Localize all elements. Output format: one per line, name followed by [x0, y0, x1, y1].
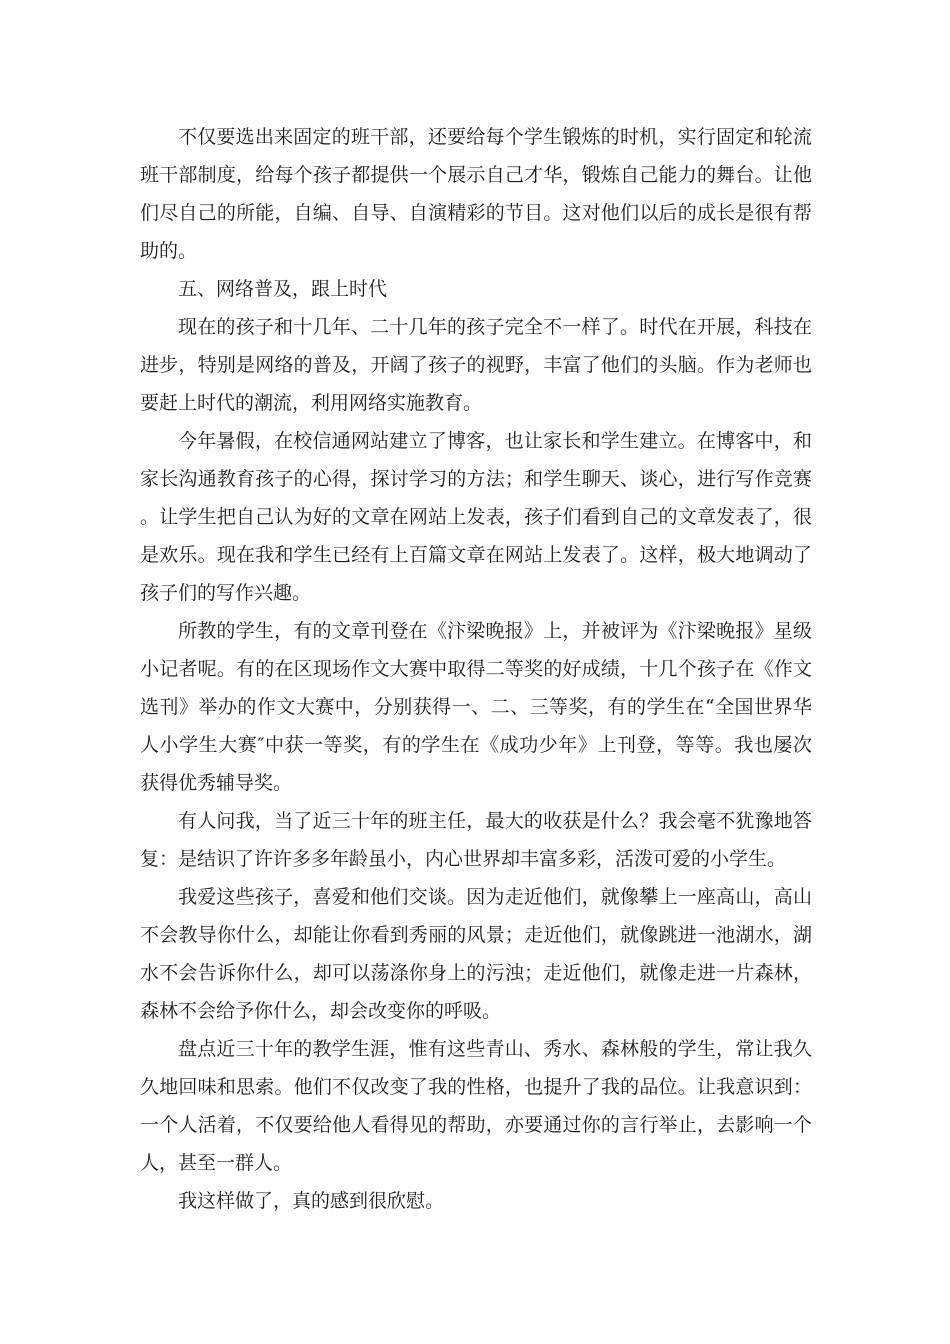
paragraph-closing: 我这样做了，真的感到很欣慰。 [178, 1190, 445, 1212]
paragraph-student-awards: 所教的学生，有的文章刊登在《汴梁晚报》上，并被评为《汴梁晚报》星级小记者呢。有的在区现场作文大赛中取得二等奖的好成绩，十几个孩子在《作文选刊》举办的作文大赛中，分别获得一、二、三等奖，有的学生在“全国世界华人小学生大赛″中获一等奖，有的学生在《成功少年》上刊登，等等。我也屡次获得优秀辅导奖。 [140, 620, 812, 794]
paragraph-reflection: 盘点近三十年的教学生涯，惟有这些青山、秀水、森林般的学生，常让我久久地回味和思索。他们不仅改变了我的性格，也提升了我的品位。让我意识到：一个人活着，不仅要给他人看得见的帮助，亦要通过你的言行举止，去影响一个人，甚至一群人。 [140, 1038, 812, 1174]
paragraph-class-cadres: 不仅要选出来固定的班干部，还要给每个学生锻炼的时机，实行固定和轮流班干部制度，给每个孩子都提供一个展示自己才华，锻炼自己能力的舞台。让他们尽自己的所能，自编、自导、自演精彩的节目。这对他们以后的成长是很有帮助的。 [140, 126, 812, 262]
paragraph-love-children: 我爱这些孩子，喜爱和他们交谈。因为走近他们，就像攀上一座高山，高山不会教导你什么，却能让你看到秀丽的风景；走近他们，就像跳进一池湖水，湖水不会告诉你什么，却可以荡涤你身上的污浊；走近他们，就像走进一片森林，森林不会给予你什么，却会改变你的呼吸。 [140, 886, 812, 1022]
paragraph-biggest-gain: 有人问我，当了近三十年的班主任，最大的收获是什么？我会毫不犹豫地答复：是结识了许许多多年龄虽小，内心世界却丰富多彩，活泼可爱的小学生。 [140, 810, 812, 870]
document-body [140, 118, 812, 1220]
paragraph-blog: 今年暑假，在校信通网站建立了博客，也让家长和学生建立。在博客中，和家长沟通教育孩子的心得，探讨学习的方法；和学生聊天、谈心，进行写作竞赛。让学生把自己认为好的文章在网站上发表，孩子们看到自己的文章发表了，很是欢乐。现在我和学生已经有上百篇文章在网站上发表了。这样，极大地调动了孩子们的写作兴趣。 [140, 430, 812, 604]
section-heading-network: 五、网络普及，跟上时代 [178, 278, 388, 300]
paragraph-times-changing: 现在的孩子和十几年、二十几年的孩子完全不一样了。时代在开展，科技在进步，特别是网络的普及，开阔了孩子的视野，丰富了他们的头脑。作为老师也要赶上时代的潮流，利用网络实施教育。 [140, 316, 812, 414]
